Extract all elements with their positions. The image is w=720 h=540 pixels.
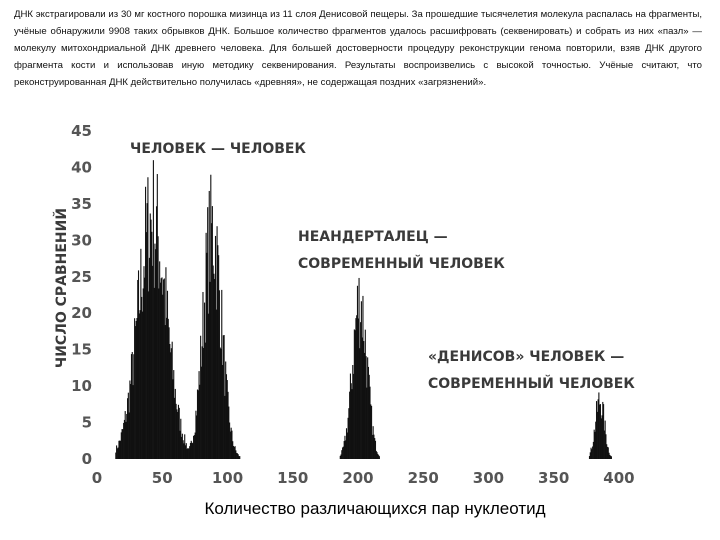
x-tick-label: 0 (91, 469, 103, 487)
histogram-bar (379, 456, 380, 459)
annotation-label: СОВРЕМЕННЫЙ ЧЕЛОВЕК (428, 376, 635, 392)
annotation-label: НЕАНДЕРТАЛЕЦ — (298, 229, 448, 245)
annotation-label: СОВРЕМЕННЫЙ ЧЕЛОВЕК (298, 256, 505, 272)
histogram-bar (239, 456, 240, 459)
y-tick-label: 10 (71, 377, 92, 396)
annotation-label: «ДЕНИСОВ» ЧЕЛОВЕК — (428, 349, 625, 365)
x-tick-label: 200 (342, 469, 374, 487)
x-tick-label: 100 (211, 469, 244, 487)
x-tick-label: 150 (277, 469, 309, 487)
x-ticks (92, 469, 635, 487)
x-axis-label: Количество различающихся пар нуклеотид (204, 499, 546, 518)
annotation-label: ЧЕЛОВЕК — ЧЕЛОВЕК (130, 141, 306, 157)
y-axis-label: ЧИСЛО СРАВНЕНИЙ (54, 207, 70, 369)
x-tick-label: 50 (151, 469, 173, 487)
y-tick-label: 5 (81, 413, 92, 432)
x-tick-label: 300 (472, 469, 505, 487)
histogram-chart (0, 110, 720, 540)
y-tick-label: 20 (71, 304, 92, 323)
y-tick-label: 15 (71, 340, 92, 359)
x-tick-label: 250 (407, 469, 439, 487)
intro-paragraph: ДНК экстрагировали из 30 мг костного порошка мизинца из 11 слоя Денисовой пещеры. За прошедшие тысячелетия молекула распалась на фрагменты, учёные обнаружили 9908 таких обрывков ДНК. Большое количество фрагментов удалось расшифровать (секвенировать) и собрать из них «пазл» — молекулу митохондриальной ДНК древнего человека. Для большей достоверности процедуру реконструкции генома повторили, взяв ДНК другого фрагмента кости и использовав иную методику секвенирования. Результаты воспроизвелись с высокой точностью. Учёные считают, что реконструированная ДНК действительно получилась «древняя», не содержащая поздних «загрязнений». (14, 9, 702, 88)
histogram-bar (611, 456, 612, 459)
bars (115, 160, 612, 459)
y-tick-label: 35 (71, 194, 92, 213)
y-tick-label: 40 (71, 158, 92, 177)
y-tick-label: 30 (71, 231, 92, 250)
y-ticks (71, 122, 92, 468)
y-axis-label-group (53, 208, 70, 368)
y-tick-label: 0 (81, 450, 92, 468)
y-tick-label: 25 (71, 267, 92, 286)
x-tick-label: 350 (538, 469, 570, 487)
y-tick-label: 45 (71, 122, 92, 140)
chart-svg (0, 110, 720, 540)
x-tick-label: 400 (603, 469, 635, 487)
